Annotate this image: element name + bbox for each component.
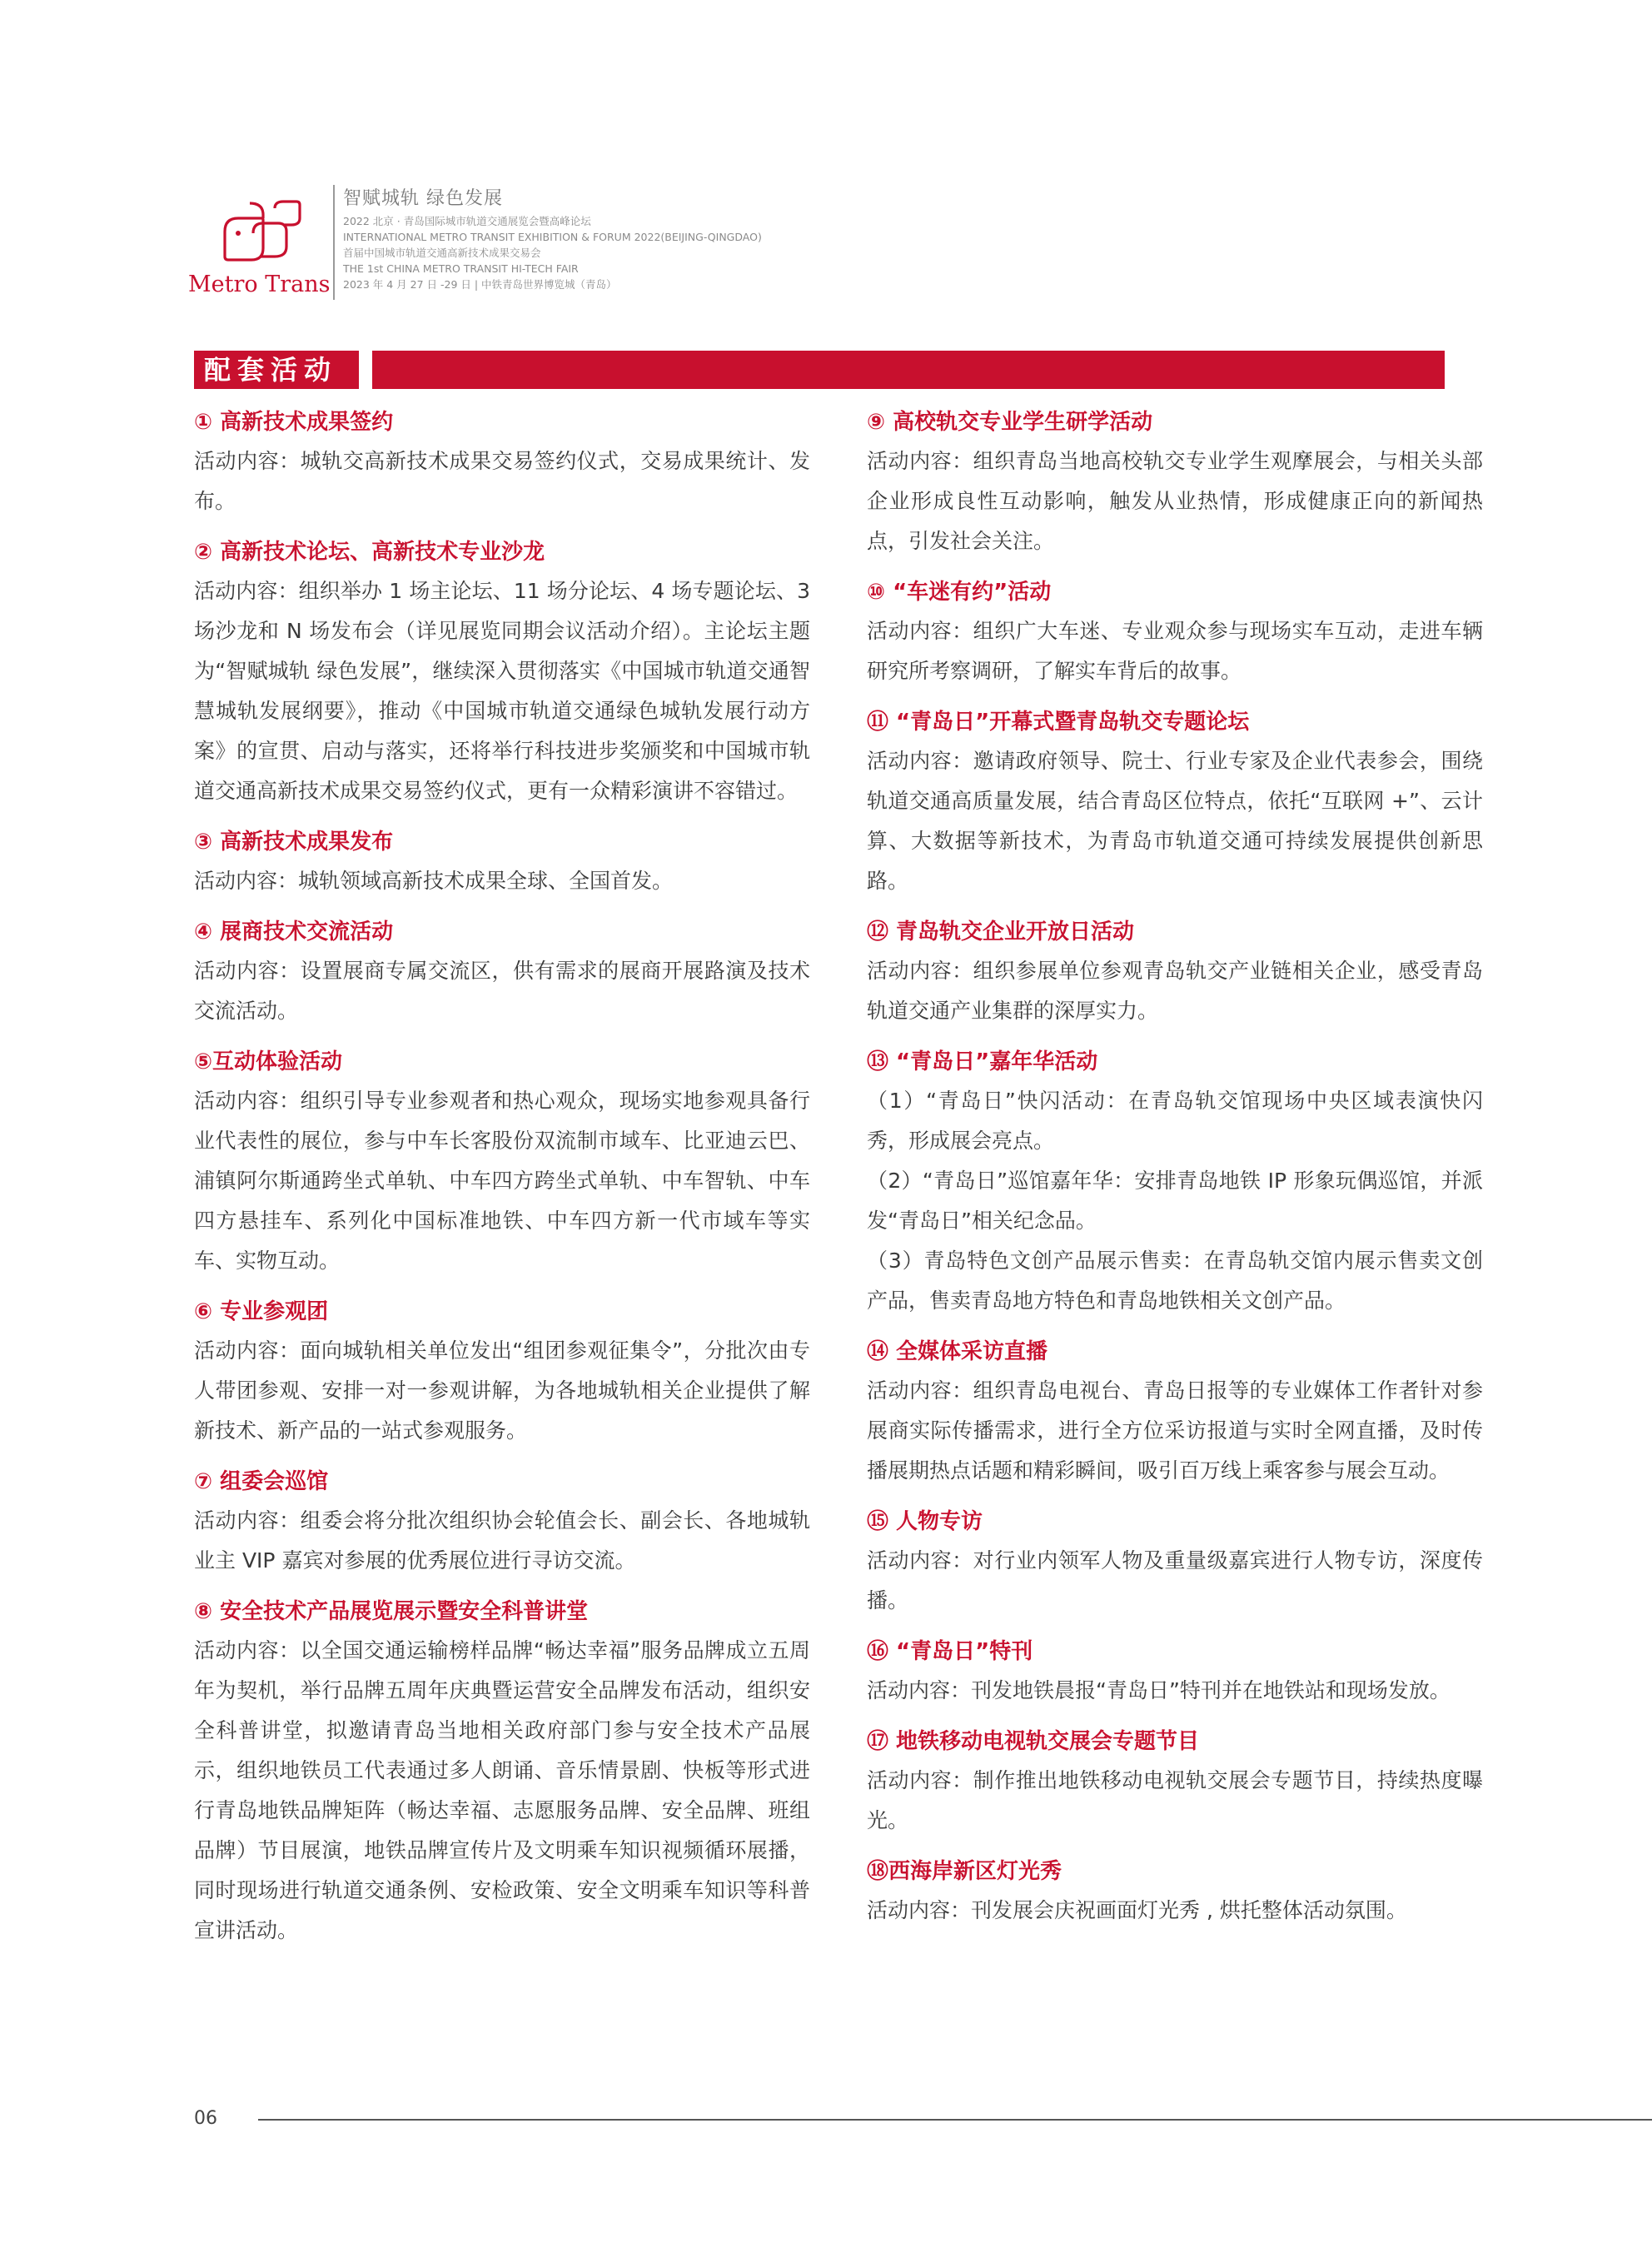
activity-description (867, 1891, 1483, 1931)
activity-title: ⑤互动体验活动 (194, 1049, 343, 1074)
activity-item (194, 826, 810, 901)
activity-description (194, 1631, 810, 1951)
activity-title: ③ 高新技术成果发布 (194, 830, 394, 855)
activity-title: ⑰ 地铁移动电视轨交展会专题节目 (867, 1729, 1200, 1754)
event-slogan: 智赋城轨 绿色发展 (343, 188, 503, 209)
activity-item (194, 1466, 810, 1581)
activity-paragraph: （2）“青岛日”巡馆嘉年华：安排青岛地铁 IP 形象玩偶巡馆，并派发“青岛日”相关纪念品。 (867, 1169, 1483, 1233)
event-header (343, 185, 943, 292)
activity-item (867, 1856, 1483, 1931)
event-date-venue: 2023 年 4 月 27 日 -29 日 | 中铁青岛世界博览城（青岛） (343, 278, 617, 291)
activity-paragraph: 活动内容：设置展商专属交流区，供有需求的展商开展路演及技术交流活动。 (194, 959, 810, 1023)
activity-title: ⑱西海岸新区灯光秀 (867, 1859, 1062, 1884)
logo-wordmark: Metro Trans (188, 272, 331, 297)
activity-description (867, 441, 1483, 561)
activity-description (194, 1501, 810, 1581)
activity-description (867, 1761, 1483, 1841)
activity-paragraph: 活动内容：组织引导专业参观者和热心观众，现场实地参观具备行业代表性的展位，参与中车长客股份双流制市域车、比亚迪云巴、浦镇阿尔斯通跨坐式单轨、中车四方跨坐式单轨、中车智轨、中车四方悬挂车、系列化中国标准地铁、中车四方新一代市域车等实车、实物互动。 (194, 1089, 810, 1273)
section-title-bar (194, 351, 1445, 389)
activity-description (194, 1081, 810, 1281)
activity-description (194, 571, 810, 811)
activity-paragraph: 活动内容：城轨交高新技术成果交易签约仪式，交易成果统计、发布。 (194, 449, 810, 513)
activity-item (867, 1046, 1483, 1321)
activity-item (867, 1636, 1483, 1711)
activity-paragraph: 活动内容：面向城轨相关单位发出“组团参观征集令”，分批次由专人带团参观、安排一对一参观讲解，为各地城轨相关企业提供了解新技术、新产品的一站式参观服务。 (194, 1338, 810, 1443)
activity-paragraph: 活动内容：对行业内领军人物及重量级嘉宾进行人物专访，深度传播。 (867, 1548, 1483, 1612)
header-divider (333, 185, 335, 300)
footer-rule (258, 2119, 1652, 2121)
activity-item (867, 406, 1483, 561)
activity-item (867, 916, 1483, 1031)
activity-item (867, 1506, 1483, 1621)
activity-title: ⑯ “青岛日”特刊 (867, 1639, 1033, 1664)
activity-title: ⑪ “青岛日”开幕式暨青岛轨交专题论坛 (867, 710, 1250, 735)
activity-paragraph: 活动内容：组委会将分批次组织协会轮值会长、副会长、各地城轨业主 VIP 嘉宾对参展的优秀展位进行寻访交流。 (194, 1508, 810, 1573)
activity-paragraph: （3）青岛特色文创产品展示售卖：在青岛轨交馆内展示售卖文创产品，售卖青岛地方特色和青岛地铁相关文创产品。 (867, 1249, 1483, 1313)
activity-title: ② 高新技术论坛、高新技术专业沙龙 (194, 540, 545, 565)
activity-item (194, 1046, 810, 1281)
activity-description (194, 441, 810, 521)
activity-title: ④ 展商技术交流活动 (194, 920, 394, 945)
activity-paragraph: 活动内容：组织广大车迷、专业观众参与现场实车互动，走进车辆研究所考察调研，了解实车背后的故事。 (867, 619, 1483, 683)
activity-description (867, 951, 1483, 1031)
activity-paragraph: （1）“青岛日”快闪活动：在青岛轨交馆现场中央区域表演快闪秀，形成展会亮点。 (867, 1089, 1483, 1153)
activity-paragraph: 活动内容：组织举办 1 场主论坛、11 场分论坛、4 场专题论坛、3 场沙龙和 N 场发布会（详见展览同期会议活动介绍）。主论坛主题为“智赋城轨 绿色发展”，继续深入贯彻落实《中国城市轨道交通智慧城轨发展纲要》，推动《中国城市轨道交通绿色城轨发展行动方案》的宣贯、启动与落实，还将举行科技进步奖颁奖和中国城市轨道交通高新技术成果交易签约仪式，更有一众精彩演讲不容错过。 (194, 579, 810, 803)
activity-title: ⑥ 专业参观团 (194, 1299, 329, 1324)
activity-paragraph: 活动内容：组织参展单位参观青岛轨交产业链相关企业，感受青岛轨道交通产业集群的深厚实力。 (867, 959, 1483, 1023)
activity-title: ⑫ 青岛轨交企业开放日活动 (867, 920, 1135, 945)
activity-description (867, 741, 1483, 901)
activity-item (867, 1336, 1483, 1491)
activity-item (194, 406, 810, 521)
section-title-rule (372, 351, 1445, 389)
event-name-cn: 2022 北京 · 青岛国际城市轨道交通展览会暨高峰论坛 (343, 215, 591, 227)
activity-item (194, 536, 810, 811)
activity-description (867, 1671, 1483, 1711)
metro-trans-logo-mark (220, 200, 311, 272)
activity-description (867, 611, 1483, 691)
activity-paragraph: 活动内容：组织青岛当地高校轨交专业学生观摩展会，与相关头部企业形成良性互动影响，触发从业热情，形成健康正向的新闻热点，引发社会关注。 (867, 449, 1483, 553)
activity-title: ⑦ 组委会巡馆 (194, 1469, 329, 1494)
activity-paragraph: 活动内容：以全国交通运输榜样品牌“畅达幸福”服务品牌成立五周年为契机，举行品牌五周年庆典暨运营安全品牌发布活动，组织安全科普讲堂，拟邀请青岛当地相关政府部门参与安全技术产品展示，组织地铁员工代表通过多人朗诵、音乐情景剧、快板等形式进行青岛地铁品牌矩阵（畅达幸福、志愿服务品牌、安全品牌、班组品牌）节目展演，地铁品牌宣传片及文明乘车知识视频循环展播，同时现场进行轨道交通条例、安检政策、安全文明乘车知识等科普宣讲活动。 (194, 1638, 810, 1942)
activity-item (194, 1296, 810, 1451)
activity-description (194, 1331, 810, 1451)
fair-name-en: THE 1st CHINA METRO TRANSIT HI-TECH FAIR (343, 262, 579, 275)
activity-item (194, 1596, 810, 1951)
activity-description (867, 1541, 1483, 1621)
section-title: 配套活动 (204, 354, 338, 386)
activity-description (867, 1371, 1483, 1491)
activity-item (867, 1726, 1483, 1841)
activity-paragraph: 活动内容：制作推出地铁移动电视轨交展会专题节目，持续热度曝光。 (867, 1768, 1483, 1832)
activity-title: ⑭ 全媒体采访直播 (867, 1339, 1048, 1364)
event-name-en: INTERNATIONAL METRO TRANSIT EXHIBITION & FORUM 2022(BEIJING-QINGDAO) (343, 231, 762, 243)
page-number: 06 (194, 2108, 217, 2129)
metro-trans-logo (188, 200, 341, 303)
activity-description (194, 861, 810, 901)
right-column (867, 406, 1483, 1946)
activity-description (194, 951, 810, 1031)
left-column (194, 406, 810, 1966)
fair-name-cn: 首届中国城市轨道交通高新技术成果交易会 (343, 247, 541, 259)
activity-paragraph: 活动内容：刊发展会庆祝画面灯光秀 , 烘托整体活动氛围。 (867, 1898, 1407, 1922)
activity-paragraph: 活动内容：城轨领域高新技术成果全球、全国首发。 (194, 869, 674, 893)
activity-item (867, 576, 1483, 691)
activity-description (867, 1081, 1483, 1321)
activity-paragraph: 活动内容：组织青岛电视台、青岛日报等的专业媒体工作者针对参展商实际传播需求，进行全方位采访报道与实时全网直播，及时传播展期热点话题和精彩瞬间，吸引百万线上乘客参与展会互动。 (867, 1378, 1483, 1483)
activity-paragraph: 活动内容：邀请政府领导、院士、行业专家及企业代表参会，围绕轨道交通高质量发展，结合青岛区位特点，依托“互联网 +”、云计算、大数据等新技术，为青岛市轨道交通可持续发展提供创新思路。 (867, 749, 1483, 893)
activity-title: ⑩ “车迷有约”活动 (867, 580, 1052, 605)
activity-title: ⑨ 高校轨交专业学生研学活动 (867, 410, 1153, 435)
activity-title: ① 高新技术成果签约 (194, 410, 394, 435)
activity-item (194, 916, 810, 1031)
activity-title: ⑬ “青岛日”嘉年华活动 (867, 1049, 1098, 1074)
activity-title: ⑧ 安全技术产品展览展示暨安全科普讲堂 (194, 1599, 589, 1624)
activity-paragraph: 活动内容：刊发地铁晨报“青岛日”特刊并在地铁站和现场发放。 (867, 1678, 1450, 1702)
activity-title: ⑮ 人物专访 (867, 1509, 983, 1534)
activity-item (867, 706, 1483, 901)
